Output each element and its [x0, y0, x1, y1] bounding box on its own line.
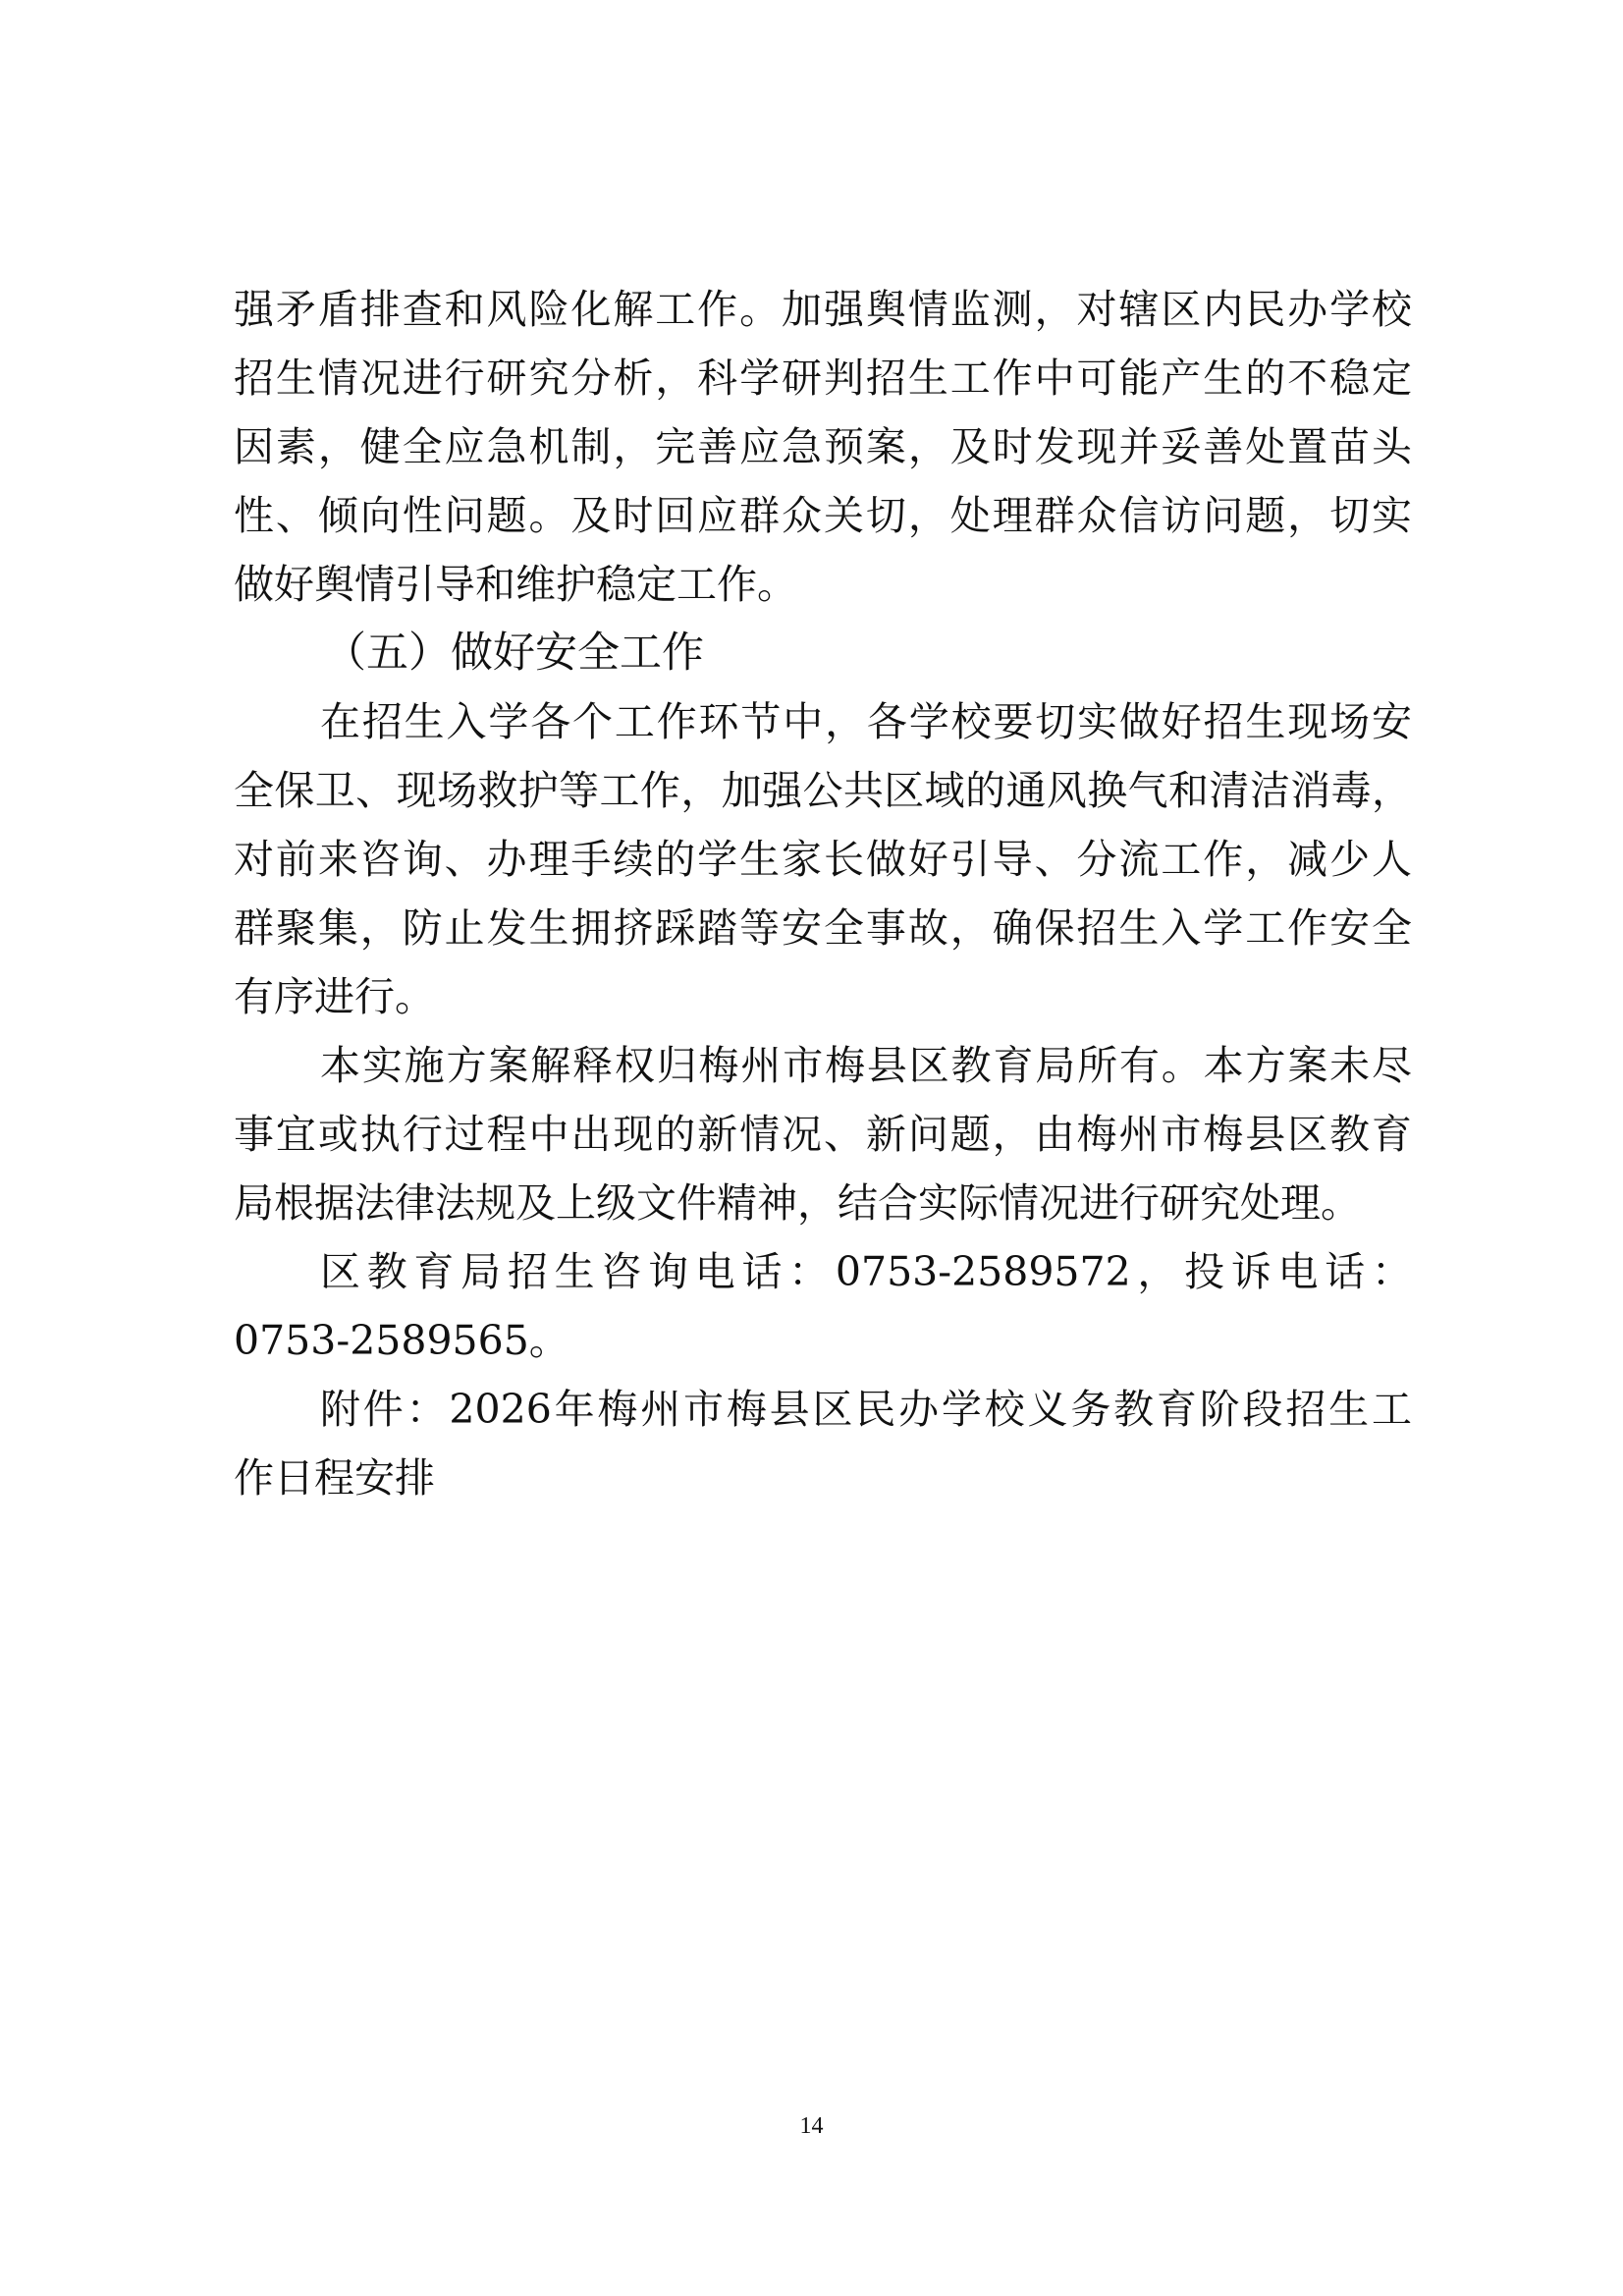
document-body: [234, 275, 1412, 1512]
text-line: 有序进行。: [234, 973, 435, 1020]
text-line: 本实施方案解释权归梅州市梅县区教育局所有。本方案未尽: [320, 1042, 1412, 1089]
section-heading-safety: （五）做好安全工作: [324, 629, 704, 678]
text-line: 全保卫、现场救护等工作，加强公共区域的通风换气和清洁消毒，: [234, 767, 1412, 814]
text-line: 群聚集，防止发生拥挤踩踏等安全事故，确保招生入学工作安全: [234, 904, 1412, 952]
text-line: 局根据法律法规及上级文件精神，结合实际情况进行研究处理。: [234, 1179, 1361, 1227]
paragraph-attachment: [234, 1375, 1412, 1512]
text-line: 因素，健全应急机制，完善应急预案，及时发现并妥善处置苗头: [234, 423, 1412, 470]
text-line: 作日程安排: [234, 1454, 435, 1502]
text-line: 性、倾向性问题。及时回应群众关切，处理群众信访问题，切实: [234, 492, 1412, 539]
text-line: 附件：2026年梅州市梅县区民办学校义务教育阶段招生工: [320, 1386, 1412, 1433]
page-number: 14: [799, 2113, 824, 2139]
paragraph-safety-work: [234, 687, 1412, 1031]
text-line: 0753-2589565。: [234, 1317, 569, 1364]
paragraph-interpretation: [234, 1031, 1412, 1237]
text-line: 强矛盾排查和风险化解工作。加强舆情监测，对辖区内民办学校: [234, 286, 1412, 333]
paragraph-risk-resolution: [234, 275, 1412, 619]
text-line: 事宜或执行过程中出现的新情况、新问题，由梅州市梅县区教育: [234, 1111, 1412, 1158]
text-line: 对前来咨询、办理手续的学生家长做好引导、分流工作，减少人: [234, 836, 1412, 883]
text-line: 招生情况进行研究分析，科学研判招生工作中可能产生的不稳定: [234, 355, 1412, 402]
text-line: 做好舆情引导和维护稳定工作。: [234, 561, 797, 608]
paragraph-contact-phones: [234, 1237, 1412, 1375]
text-line: 区教育局招生咨询电话：0753-2589572，投诉电话：: [320, 1248, 1412, 1295]
text-line: 在招生入学各个工作环节中，各学校要切实做好招生现场安: [320, 698, 1412, 745]
